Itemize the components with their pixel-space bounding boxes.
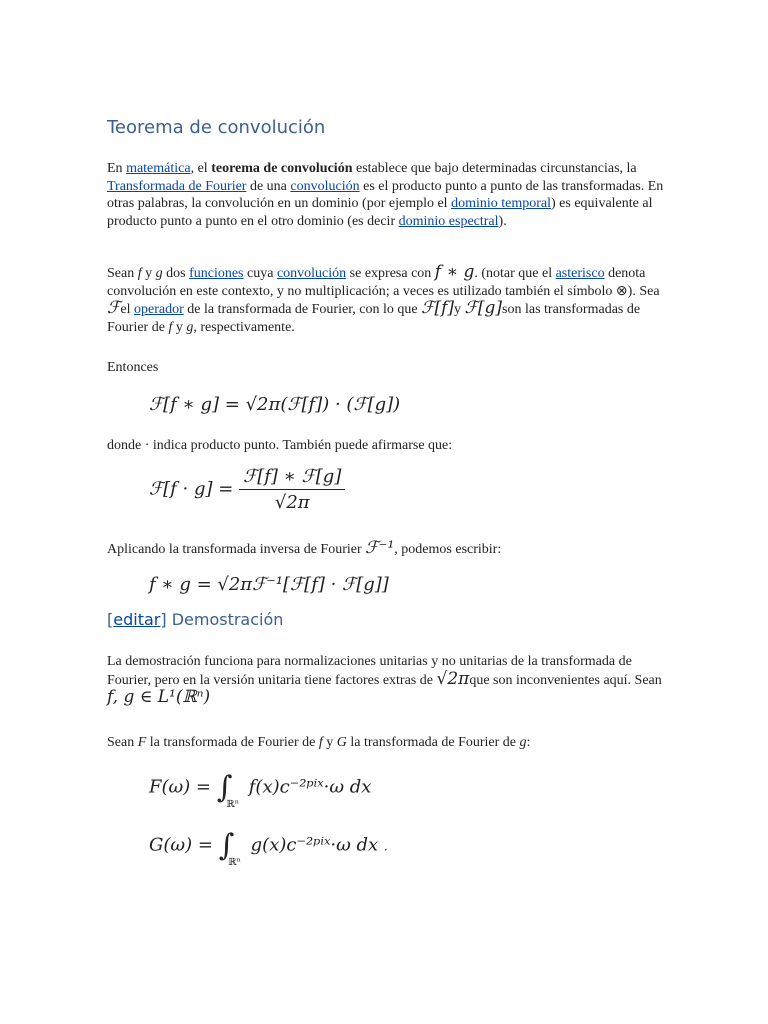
- intro-paragraph: [107, 160, 667, 230]
- math-inverse-fourier: ℱ⁻¹: [365, 538, 395, 558]
- bold-term: teorema de convolución: [211, 161, 353, 176]
- equation-5-period: .: [383, 839, 388, 854]
- text: y: [141, 266, 156, 281]
- var-F: F: [137, 735, 147, 750]
- fraction: [239, 466, 345, 513]
- text: En: [107, 161, 127, 176]
- equation-4: [149, 770, 371, 810]
- fraction-denominator: √2π: [274, 492, 310, 513]
- math-F-g: ℱ[g]: [464, 298, 503, 318]
- math-sqrt-2pi: √2π: [436, 668, 470, 689]
- text: , el: [190, 161, 212, 176]
- text: se expresa con: [346, 266, 435, 281]
- edit-bracket-close: ]: [160, 610, 167, 629]
- var-G: G: [336, 735, 347, 750]
- sean-F-paragraph: [107, 734, 667, 752]
- page-title: Teorema de convolución: [107, 117, 326, 138]
- var-f: f: [168, 319, 173, 335]
- link-matematica[interactable]: matemática: [126, 161, 191, 176]
- demostracion-paragraph: [107, 653, 667, 708]
- equation-1: ℱ[f ∗ g] = √2π(ℱ[f]) · (ℱ[g]): [149, 394, 401, 415]
- text: establece que bajo determinadas circunstancias, la: [352, 161, 637, 176]
- text: cuya: [243, 266, 277, 281]
- text: La demostración funciona para normalizaciones unitarias y no unitarias de la transformada de Fourier, pero en la versión unitaria tiene factores extras de: [107, 654, 632, 688]
- equation-2-lhs: ℱ[f · g] =: [149, 478, 234, 500]
- text: de una: [246, 178, 291, 194]
- text: , podemos escribir:: [394, 542, 502, 557]
- text: . (notar que el: [474, 266, 556, 281]
- link-asterisco[interactable]: asterisco: [555, 266, 605, 281]
- link-transformada-fourier[interactable]: Transformada de Fourier: [107, 178, 247, 194]
- text: Aplicando la transformada inversa de Fourier: [107, 542, 366, 557]
- link-dominio-espectral[interactable]: dominio espectral: [398, 213, 499, 229]
- text: , respectivamente.: [193, 319, 295, 335]
- edit-link[interactable]: editar: [113, 610, 161, 629]
- text: la transformada de Fourier de: [146, 735, 319, 750]
- text: ).: [498, 213, 507, 229]
- equation-2: [149, 466, 345, 513]
- edit-bracket-open: [: [107, 610, 114, 629]
- sean-paragraph: [107, 264, 667, 336]
- var-f: f: [318, 735, 323, 750]
- link-convolucion-2[interactable]: convolución: [276, 266, 347, 281]
- var-g: g: [186, 319, 194, 335]
- text: :: [526, 735, 531, 750]
- integral-domain: ℝⁿ: [228, 856, 241, 868]
- text: la transformada de Fourier de: [346, 735, 520, 750]
- text: que son inconvenientes aquí. Sean: [469, 672, 662, 688]
- section-heading-text: Demostración: [166, 610, 284, 629]
- text: Sean: [107, 266, 138, 281]
- link-funciones[interactable]: funciones: [189, 266, 244, 281]
- section-heading-demostracion: [107, 610, 283, 629]
- math-f-g-in-L1: f, g ∈ L¹(ℝⁿ): [107, 687, 211, 707]
- text: ) es equivalente al producto punto a punto en el otro dominio (es decir: [107, 196, 653, 229]
- math-fourier-operator: ℱ: [107, 298, 121, 318]
- equation-5-rhs: g(x)c⁻²ᵖⁱˣ·ω dx: [250, 834, 379, 856]
- text: y: [454, 302, 465, 317]
- var-g: g: [155, 266, 163, 281]
- fraction-numerator: ℱ[f] ∗ ℱ[g]: [239, 466, 345, 490]
- var-g: g: [519, 735, 527, 750]
- producto-punto-text: donde · indica producto punto. También puede afirmarse que:: [107, 438, 453, 453]
- text: de la transformada de Fourier, con lo que: [183, 302, 422, 317]
- math-F-f: ℱ[f]: [421, 298, 455, 318]
- equation-4-rhs: f(x)c⁻²ᵖⁱˣ·ω dx: [248, 776, 372, 798]
- integral-sign: ∫: [218, 828, 235, 863]
- link-operador[interactable]: operador: [133, 302, 184, 317]
- entonces-text: Entonces: [107, 360, 159, 375]
- text: Sean: [107, 735, 138, 750]
- text: denota convolución en este contexto, y no multiplicación; a veces es utilizado también el símbolo ⊗). Sea: [107, 266, 660, 299]
- integral-domain: ℝⁿ: [226, 798, 240, 810]
- var-f: f: [137, 266, 142, 281]
- text: es el producto punto a punto de las transformadas. En otras palabras, la convolución en un dominio (por ejemplo el: [107, 178, 664, 211]
- integral-sign: ∫: [216, 770, 233, 805]
- equation-5: [149, 828, 388, 868]
- text: el: [120, 302, 134, 317]
- equation-5-lhs: G(ω) =: [149, 834, 213, 856]
- inversa-paragraph: [107, 540, 667, 559]
- text: son las transformadas de Fourier de: [107, 302, 641, 335]
- text: y: [172, 319, 187, 335]
- equation-4-lhs: F(ω) =: [149, 776, 212, 798]
- text: dos: [162, 266, 190, 281]
- math-f-conv-g: f ∗ g: [434, 262, 475, 282]
- text: y: [322, 735, 337, 750]
- equation-3: f ∗ g = √2πℱ⁻¹[ℱ[f] · ℱ[g]]: [149, 574, 389, 595]
- link-convolucion[interactable]: convolución: [290, 178, 360, 194]
- link-dominio-temporal[interactable]: dominio temporal: [451, 196, 552, 211]
